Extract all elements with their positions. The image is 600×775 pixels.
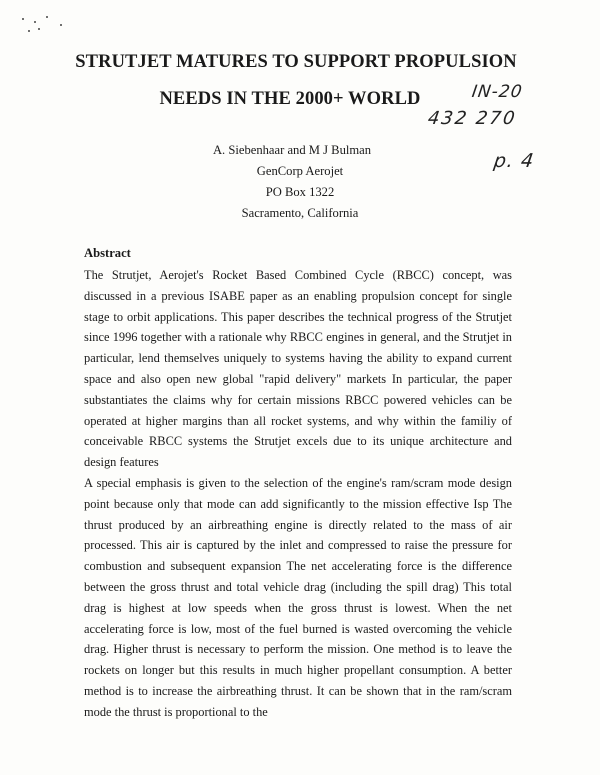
author-names: A. Siebenhaar and M J Bulman (212, 143, 372, 157)
paper-title-line-2: NEEDS IN THE 2000+ WORLD (159, 89, 421, 109)
abstract-heading: Abstract (84, 246, 131, 260)
scan-speck (38, 28, 40, 30)
abstract-paragraph: The Strutjet, Aerojet's Rocket Based Combined Cycle (RBCC) concept, was discussed in a previous ISABE paper as an enabling propulsion concept for single stage to orbit applications. This paper describes the technical progress of the Strutjet since 1996 together with a rationale why RBCC engines in general, and the Strutjet in particular, lend themselves uniquely to systems having the ability to expand current space and also open new global "rapid delivery" markets In particular, the paper substantiates the claims why for certain missions RBCC powered vehicles can be operated at higher margins than all rocket systems, and why within the familiy of conceivable RBCC systems the Strutjet excels due to its unique architecture and design features (84, 268, 512, 470)
abstract-paragraph: A special emphasis is given to the selection of the engine's ram/scram mode design point because only that mode can add significantly to the mission effective Isp The thrust produced by an airbreathing engine is directly related to the mass of air processed. This air is captured by the inlet and compressed to raise the pressure for combustion and subsequent expansion The net accelerating force is the difference between the gross thrust and total vehicle drag (including the spill drag) This total drag is highest at low speeds when the gross thrust is lowest. When the net accelerating force is low, most of the fuel burned is wasted overcoming the vehicle drag. Higher thrust is necessary to perform the mission. One method is to leave the rockets on longer but this results in much higher propellant consumption. A better method is to increase the airbreathing thrust. It can be shown that in the ram/scram mode the thrust is proportional to the (84, 475, 512, 719)
scan-speck (46, 16, 48, 18)
author-block (0, 140, 600, 224)
scan-specks (20, 12, 80, 42)
author-city: Sacramento, California (241, 206, 359, 220)
abstract-body (84, 265, 512, 723)
scan-speck (34, 21, 36, 23)
handwritten-note: IN-20 (470, 82, 524, 102)
handwritten-page-note: p. 4 (492, 150, 536, 172)
scan-speck (60, 24, 62, 26)
scan-speck (28, 30, 30, 32)
author-po-box: PO Box 1322 (265, 185, 335, 199)
scan-speck (22, 18, 24, 20)
paper-title-line-1: STRUTJET MATURES TO SUPPORT PROPULSION (75, 52, 517, 72)
author-affiliation: GenCorp Aerojet (256, 164, 344, 178)
handwritten-note: 432 270 (426, 108, 518, 129)
